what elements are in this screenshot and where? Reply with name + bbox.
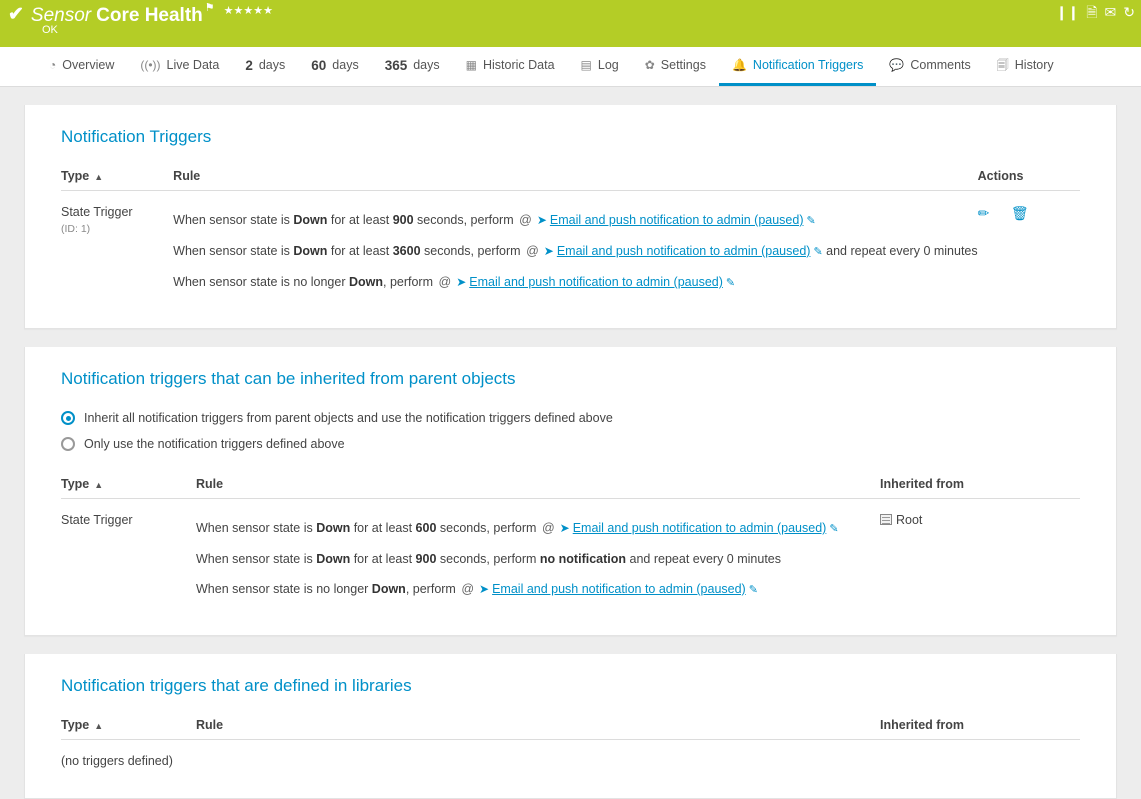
trigger-id: (ID: 1)	[61, 223, 91, 235]
arrow-icon: ➤	[456, 275, 467, 289]
tab-unit: days	[413, 58, 440, 72]
table-row	[61, 740, 1080, 777]
sort-asc-icon: ▲	[94, 479, 104, 490]
trigger-type-cell	[61, 191, 173, 307]
option-only-defined[interactable]	[61, 437, 1080, 451]
column-header-rule[interactable]	[196, 718, 880, 740]
edit-notification-icon[interactable]: ✎	[748, 584, 758, 596]
at-icon: @	[541, 521, 555, 535]
rule-text: seconds, perform	[436, 552, 540, 566]
edit-notification-icon[interactable]: ✎	[813, 246, 823, 258]
tab-label: Historic Data	[482, 58, 555, 72]
tab-label: Notification Triggers	[752, 58, 864, 72]
column-label: Type	[61, 718, 90, 732]
delete-trigger-icon[interactable]: 🗑	[1010, 205, 1029, 221]
rule-state: Down	[348, 275, 383, 289]
column-label: Inherited from	[880, 477, 965, 491]
table-header-row	[61, 477, 1080, 499]
column-label: Rule	[173, 169, 201, 183]
spacer	[61, 463, 1080, 477]
radio-inherit-all[interactable]	[61, 411, 75, 425]
rule-text: When sensor state is	[173, 213, 294, 227]
option-inherit-all[interactable]	[61, 411, 1080, 425]
tab-label: History	[1014, 58, 1054, 72]
tab-bar	[0, 47, 1141, 87]
pause-icon[interactable]: ❙❙	[1055, 4, 1080, 20]
rule-text: When sensor state is	[196, 552, 317, 566]
tab-365-days[interactable]	[372, 47, 453, 86]
header-actions	[1056, 4, 1135, 20]
panel-inherited-triggers	[24, 347, 1117, 636]
table-row	[61, 191, 1080, 307]
trigger-rules-cell	[196, 499, 880, 614]
column-header-rule[interactable]	[173, 169, 977, 191]
panel-title: Notification triggers that are defined in libraries	[61, 676, 412, 695]
column-label: Type	[61, 169, 90, 183]
page-title: Core Health	[96, 5, 203, 26]
tab-number: 2	[245, 57, 253, 73]
rule-text: for at least	[350, 521, 416, 535]
root-object-icon	[880, 514, 892, 525]
rule-value: 900	[415, 552, 437, 566]
edit-notification-icon[interactable]: ✎	[725, 277, 736, 289]
live-data-icon: ((•))	[140, 58, 161, 72]
object-type-label: Sensor	[30, 5, 92, 26]
column-label: Inherited from	[880, 718, 965, 732]
log-icon: ▤	[580, 58, 592, 72]
column-header-type[interactable]	[61, 169, 173, 191]
tab-overview[interactable]	[36, 47, 127, 86]
column-header-actions	[978, 169, 1080, 191]
rule-tail: and repeat every 0 minutes	[826, 244, 978, 258]
rule-text: seconds, perform	[420, 244, 521, 258]
sort-asc-icon: ▲	[94, 171, 104, 182]
rule-text: seconds, perform	[436, 521, 537, 535]
mail-icon[interactable]: ✉	[1104, 4, 1117, 20]
tab-label: Log	[597, 58, 619, 72]
rule-text: for at least	[327, 213, 393, 227]
column-header-type[interactable]	[61, 477, 196, 499]
status-check-icon: ✔	[8, 4, 24, 25]
rule-state: Down	[316, 552, 351, 566]
rule-text: When sensor state is	[173, 244, 294, 258]
column-label: Type	[61, 477, 90, 491]
rule-text: When sensor state is	[196, 521, 317, 535]
column-header-inherited-from	[880, 718, 1080, 740]
tab-label: Live Data	[166, 58, 220, 72]
arrow-icon: ➤	[536, 213, 547, 227]
gear-icon: ✿	[644, 58, 655, 72]
triggers-table	[61, 169, 1080, 306]
option-label: Only use the notification triggers defined above	[84, 437, 345, 451]
edit-notification-icon[interactable]: ✎	[829, 523, 839, 535]
rule-value: 3600	[392, 244, 421, 258]
rule-line	[196, 574, 880, 605]
table-header-row	[61, 169, 1080, 191]
comment-icon: 💬	[889, 58, 905, 72]
table-header-row	[61, 718, 1080, 740]
chart-icon: ▦	[465, 58, 477, 72]
rule-text: , perform	[383, 275, 434, 289]
arrow-icon: ➤	[543, 244, 554, 258]
panel-library-triggers	[24, 654, 1117, 799]
rule-state: Down	[293, 244, 328, 258]
inherited-from-cell	[880, 499, 1080, 614]
rule-state: Down	[293, 213, 328, 227]
at-icon: @	[461, 582, 475, 596]
column-label: Rule	[196, 477, 224, 491]
column-label: Actions	[977, 169, 1024, 183]
trigger-rules-cell	[173, 191, 977, 307]
trigger-type-cell	[61, 499, 196, 614]
rule-line	[173, 267, 977, 298]
option-label: Inherit all notification triggers from parent objects and use the notification triggers defined above	[84, 411, 613, 425]
tab-comments[interactable]	[876, 47, 983, 86]
gauge-icon: ◔	[49, 58, 57, 72]
bell-icon: 🔔	[731, 58, 747, 72]
at-icon: @	[519, 213, 532, 227]
rule-value: 900	[392, 213, 414, 227]
tab-historic-data[interactable]	[453, 47, 568, 86]
inherited-from-label[interactable]: Root	[896, 513, 923, 527]
rule-line	[196, 544, 880, 574]
column-header-inherited-from	[880, 477, 1080, 499]
column-header-type[interactable]	[61, 718, 196, 740]
tab-log[interactable]	[568, 47, 632, 86]
rule-text: seconds, perform	[413, 213, 514, 227]
trigger-type: State Trigger	[61, 205, 133, 219]
inherited-triggers-table	[61, 477, 1080, 613]
trigger-actions-cell	[978, 191, 1080, 307]
arrow-icon: ➤	[479, 582, 490, 596]
content-area	[0, 87, 1141, 799]
priority-stars[interactable]: ★★★★★	[223, 5, 273, 17]
tab-number: 365	[384, 57, 408, 73]
empty-state-text: (no triggers defined)	[61, 754, 173, 768]
tab-unit: days	[258, 58, 286, 72]
tab-history[interactable]	[984, 47, 1067, 86]
column-header-rule[interactable]	[196, 477, 880, 499]
notification-link[interactable]: Email and push notification to admin (paused)	[572, 521, 827, 535]
at-icon: @	[526, 244, 539, 258]
notification-link[interactable]: Email and push notification to admin (paused)	[556, 244, 811, 258]
panel-title: Notification Triggers	[61, 127, 212, 146]
notification-link[interactable]: Email and push notification to admin (paused)	[549, 213, 804, 227]
page-header	[0, 0, 1141, 47]
flag-icon: ⚑	[204, 2, 215, 14]
rule-no-notification: no notification	[539, 552, 627, 566]
tab-label: Settings	[660, 58, 706, 72]
edit-notification-icon[interactable]: ✎	[806, 215, 816, 227]
tab-60-days[interactable]	[298, 47, 371, 86]
rule-line	[196, 513, 880, 544]
rule-text: , perform	[405, 582, 456, 596]
rule-value: 600	[415, 521, 437, 535]
tab-live-data[interactable]	[127, 47, 232, 86]
tab-unit: days	[332, 58, 359, 72]
tab-label: Comments	[910, 58, 971, 72]
column-label: Rule	[196, 718, 224, 732]
panel-title: Notification triggers that can be inherited from parent objects	[61, 369, 516, 388]
rule-text: When sensor state is no longer	[173, 275, 349, 289]
rule-text: When sensor state is no longer	[196, 582, 372, 596]
rule-state: Down	[316, 521, 351, 535]
tab-number: 60	[311, 57, 327, 73]
rule-text: for at least	[350, 552, 416, 566]
report-icon[interactable]: 🗎	[1086, 4, 1098, 20]
rule-text: for at least	[327, 244, 393, 258]
rule-line	[173, 205, 977, 236]
trigger-type: State Trigger	[61, 513, 133, 527]
status-badge: OK	[42, 24, 58, 36]
rule-tail: and repeat every 0 minutes	[629, 552, 781, 566]
rule-line	[173, 236, 977, 267]
table-row	[61, 499, 1080, 614]
tab-settings[interactable]	[632, 47, 719, 86]
history-icon: 🗐	[996, 58, 1009, 72]
panel-notification-triggers	[24, 105, 1117, 329]
arrow-icon: ➤	[559, 521, 570, 535]
radio-only-defined[interactable]	[61, 437, 75, 451]
rule-state: Down	[371, 582, 406, 596]
notification-link[interactable]: Email and push notification to admin (paused)	[492, 582, 746, 596]
notification-link[interactable]: Email and push notification to admin (paused)	[469, 275, 723, 289]
at-icon: @	[438, 275, 452, 289]
edit-trigger-icon[interactable]: ✏	[977, 205, 990, 221]
library-triggers-table	[61, 718, 1080, 776]
sort-asc-icon: ▲	[94, 720, 104, 731]
refresh-icon[interactable]: ↻	[1123, 4, 1135, 20]
tab-2-days[interactable]	[232, 47, 298, 86]
tab-label: Overview	[62, 58, 115, 72]
tab-notification-triggers[interactable]	[719, 47, 876, 86]
